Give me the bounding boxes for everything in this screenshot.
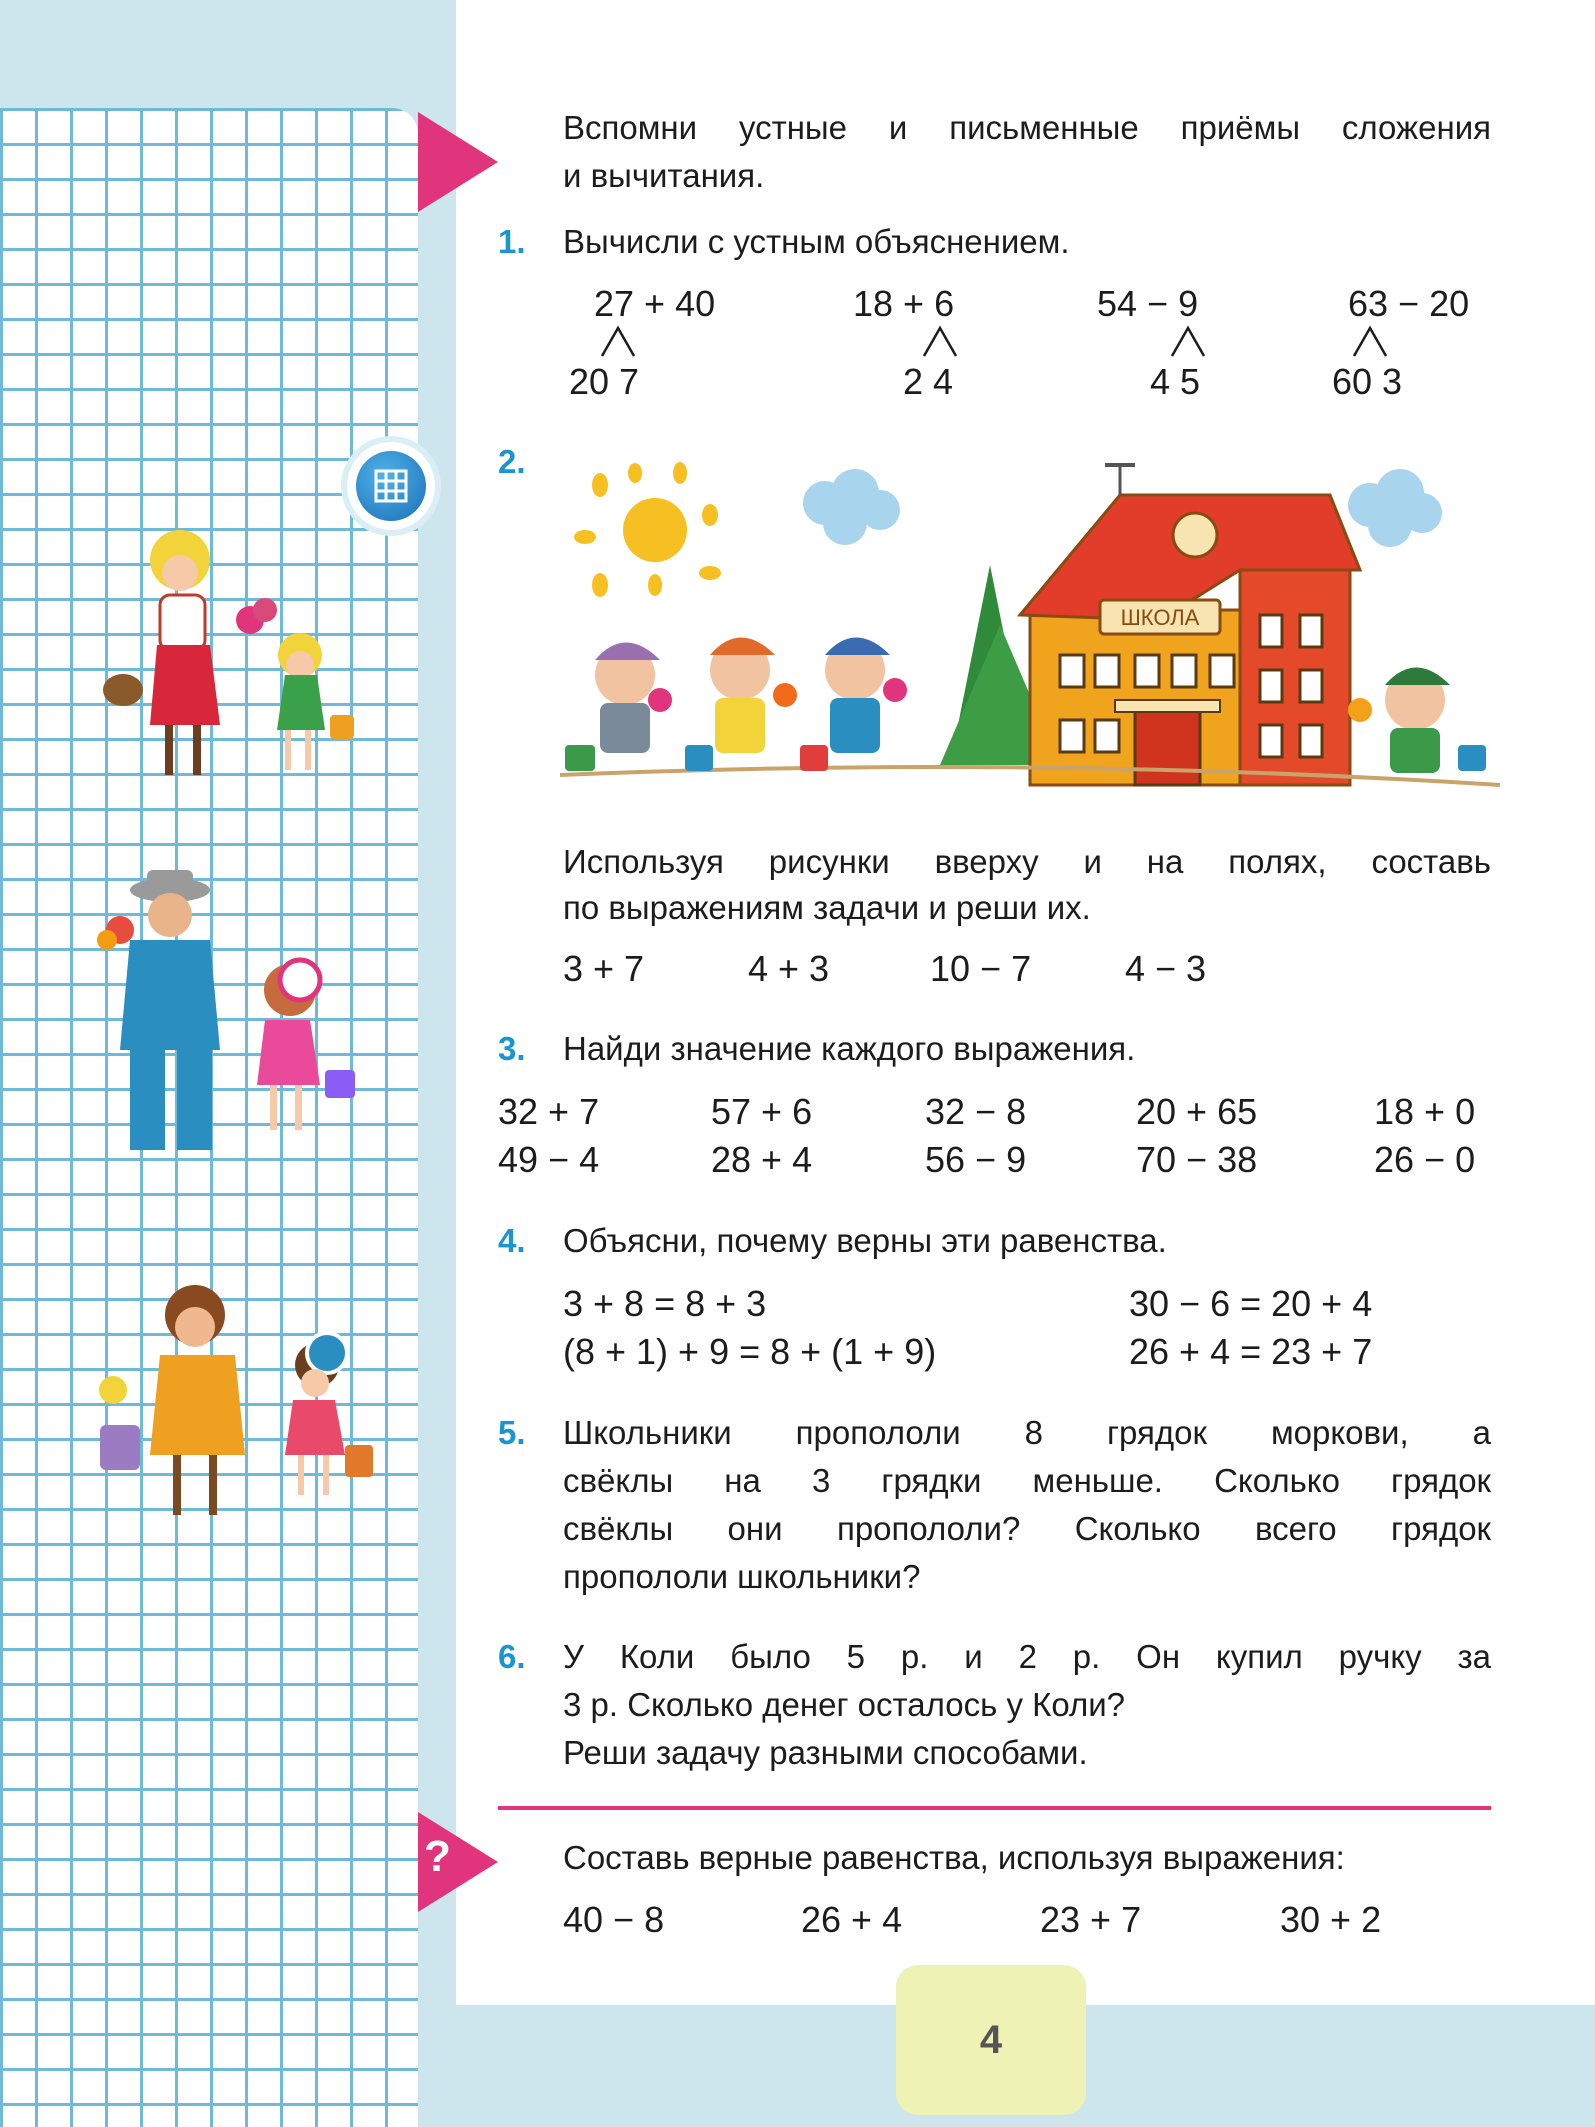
task-3-r2-c4: 70 − 38: [1136, 1139, 1258, 1180]
task-3-r1-c2: 57 + 6: [711, 1091, 813, 1132]
question-expr-3: 23 + 7: [1040, 1899, 1142, 1940]
task-6-line-3: Реши задачу разными способами.: [563, 1734, 1088, 1771]
task-2-expr-2: 4 + 3: [748, 948, 830, 989]
task-3-r1-c5: 18 + 0: [1374, 1091, 1476, 1132]
task-5-line-1: Школьники пропололи 8 грядок моркови, а: [563, 1414, 1491, 1451]
mother-daughter-illustration: [95, 515, 365, 785]
task-1-expr-1: 27 + 40: [594, 283, 716, 324]
task-4-title: Объясни, почему верны эти равенства.: [563, 1222, 1167, 1259]
task-3-r1-c3: 32 − 8: [925, 1091, 1027, 1132]
grid-button[interactable]: [347, 442, 435, 530]
task-3-number: 3.: [498, 1030, 526, 1067]
task-2-expr-4: 4 − 3: [1125, 948, 1207, 989]
pupil-icon-3: [800, 638, 907, 772]
task-1-number: 1.: [498, 223, 526, 260]
task-4-left-2: (8 + 1) + 9 = 8 + (1 + 9): [563, 1331, 937, 1372]
question-expr-1: 40 − 8: [563, 1899, 665, 1940]
split-caret-1: [598, 324, 638, 358]
task-1-split-1: 20 7: [569, 361, 640, 402]
task-1-split-3: 4 5: [1150, 361, 1201, 402]
grid-icon: [356, 451, 426, 521]
split-caret-3: [1168, 324, 1208, 358]
section-divider: [498, 1806, 1491, 1810]
task-1-split-4: 60 3: [1332, 361, 1403, 402]
school-building-icon: [1020, 465, 1360, 785]
task-4-number: 4.: [498, 1222, 526, 1259]
pupil-icon-1: [565, 643, 672, 772]
question-title: Составь верные равенства, используя выражения:: [563, 1839, 1345, 1876]
task-1-title: Вычисли с устным объяснением.: [563, 223, 1070, 260]
question-expr-2: 26 + 4: [801, 1899, 903, 1940]
pupil-icon-4: [1348, 668, 1486, 774]
task-5-line-4: пропололи школьники?: [563, 1558, 921, 1595]
sun-icon: [574, 462, 721, 597]
split-caret-4: [1350, 324, 1390, 358]
task-3-r2-c2: 28 + 4: [711, 1139, 813, 1180]
task-4-right-2: 26 + 4 = 23 + 7: [1129, 1331, 1373, 1372]
task-4-left-1: 3 + 8 = 8 + 3: [563, 1283, 767, 1324]
task-6-number: 6.: [498, 1638, 526, 1675]
pupil-icon-2: [685, 638, 797, 772]
question-expr-4: 30 + 2: [1280, 1899, 1382, 1940]
task-5-line-2: свёклы на 3 грядки меньше. Сколько грядок: [563, 1462, 1491, 1499]
cloud-icon-right: [1348, 469, 1442, 547]
task-3-r1-c4: 20 + 65: [1136, 1091, 1258, 1132]
task-1-split-2: 2 4: [903, 361, 954, 402]
task-5-number: 5.: [498, 1414, 526, 1451]
task-1-expr-4: 63 − 20: [1348, 283, 1470, 324]
intro-marker: [418, 112, 498, 212]
task-6-line-1: У Коли было 5 р. и 2 р. Он купил ручку за: [563, 1638, 1491, 1675]
school-sign-text: ШКОЛА: [1120, 605, 1200, 630]
cloud-icon-left: [803, 469, 900, 545]
page-number: 4: [896, 1965, 1086, 2115]
task-3-r2-c3: 56 − 9: [925, 1139, 1027, 1180]
task-1-expr-2: 18 + 6: [853, 283, 955, 324]
task-2-number: 2.: [498, 443, 526, 480]
task-2-expr-1: 3 + 7: [563, 948, 645, 989]
school-scene-illustration: [560, 455, 1500, 810]
task-1-expr-3: 54 − 9: [1097, 283, 1199, 324]
task-3-r1-c1: 32 + 7: [498, 1091, 600, 1132]
task-3-r2-c1: 49 − 4: [498, 1139, 600, 1180]
split-caret-2: [920, 324, 960, 358]
task-2-line-2: по выражениям задачи и реши их.: [563, 889, 1091, 926]
question-mark-icon: ?: [424, 1832, 451, 1881]
intro-line-1: Вспомни устные и письменные приёмы сложения: [563, 109, 1491, 146]
task-5-line-3: свёклы они пропололи? Сколько всего грядок: [563, 1510, 1491, 1547]
father-daughter-illustration: [85, 860, 375, 1160]
task-3-title: Найди значение каждого выражения.: [563, 1030, 1136, 1067]
mother-girl-illustration: [95, 1275, 385, 1545]
task-3-r2-c5: 26 − 0: [1374, 1139, 1476, 1180]
task-6-line-2: 3 р. Сколько денег осталось у Коли?: [563, 1686, 1125, 1723]
intro-line-2: и вычитания.: [563, 157, 765, 194]
task-4-right-1: 30 − 6 = 20 + 4: [1129, 1283, 1373, 1324]
task-2-line-1: Используя рисунки вверху и на полях, составь: [563, 843, 1491, 880]
task-2-expr-3: 10 − 7: [930, 948, 1032, 989]
